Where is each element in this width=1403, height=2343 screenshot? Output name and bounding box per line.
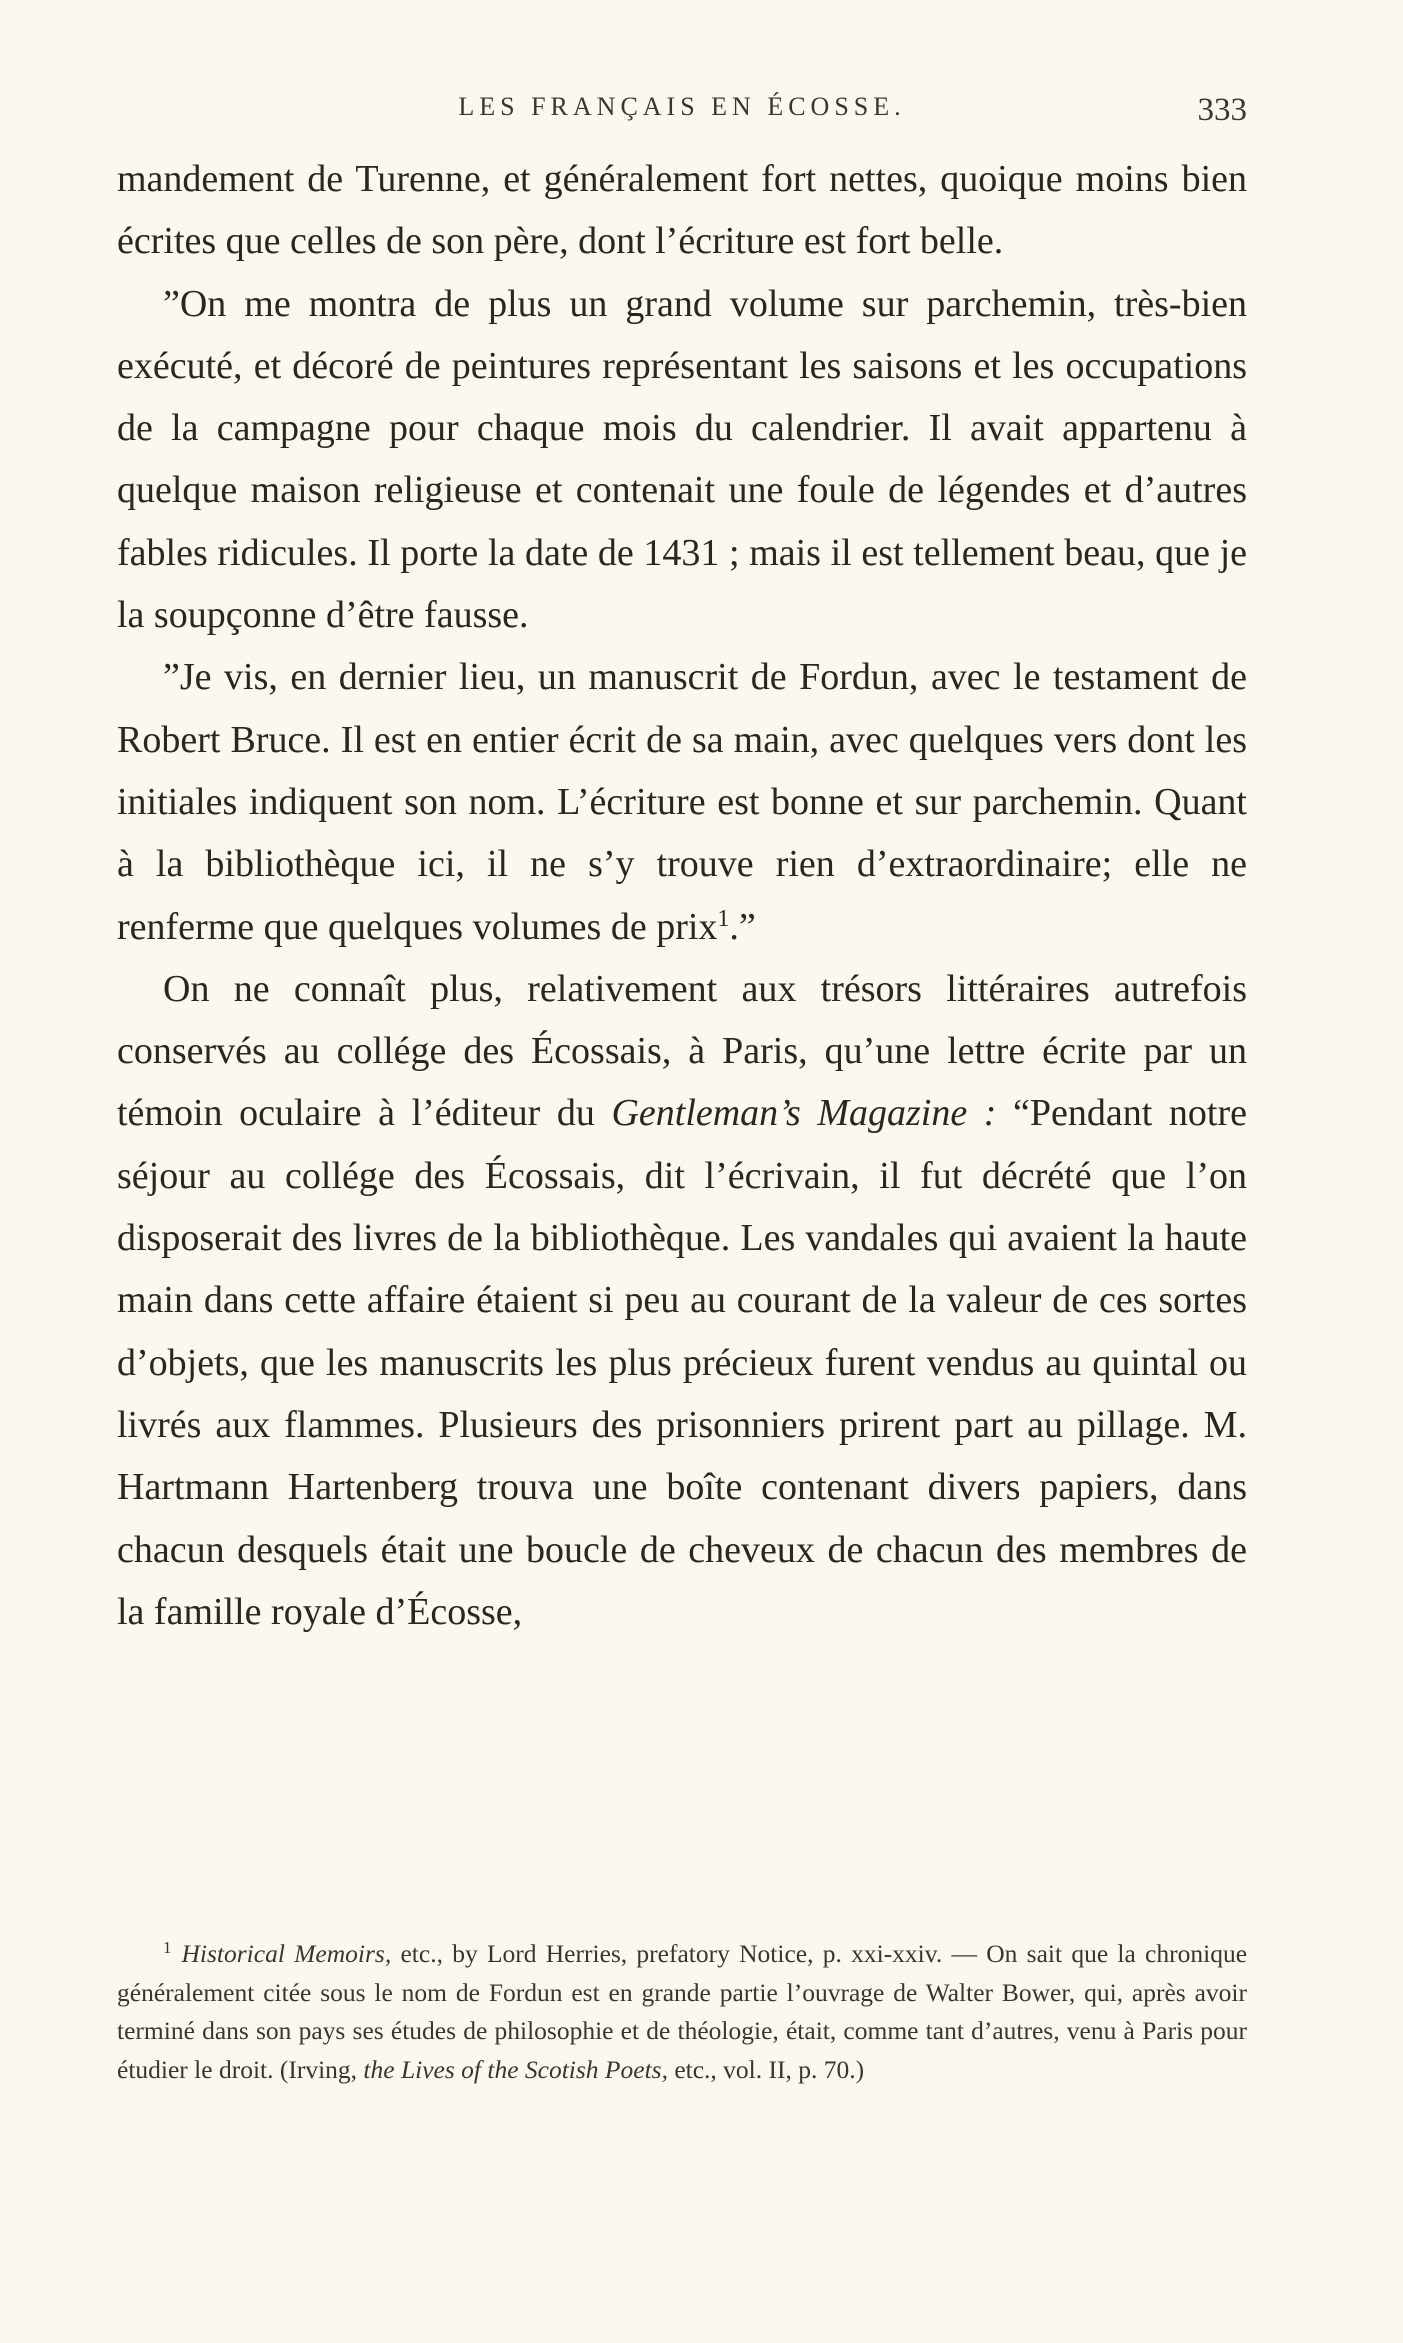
- paragraph-3-end: .”: [729, 905, 756, 948]
- footnote-reference: 1: [717, 905, 730, 932]
- magazine-title: Gentleman’s Magazine :: [611, 1092, 997, 1135]
- paragraph-2: ”On me montra de plus un grand volume sur parchemin, très-bien exécuté, et décoré de peintures représentant les saisons et les occupations de la campagne pour chaque mois du calendrier. Il avait appartenu à quelque maison religieuse et contenait une foule de légendes et d’autres fables ridicules. Il porte la date de 1431 ; mais il est tellement beau, que je la soupçonne d’être fausse.: [117, 282, 1247, 637]
- running-head: [117, 92, 1247, 132]
- body-text: [117, 148, 1247, 1643]
- paragraph-4-text-b: “Pendant notre séjour au collége des Écossais, dit l’écrivain, il fut décrété que l’on disposerait des livres de la bibliothèque. Les vandales qui avaient la haute main dans cette affaire étaient si peu au courant de la valeur de ces sortes d’objets, que les manuscrits les plus précieux furent vendus au quintal ou livrés aux flammes. Plusieurs des prisonniers prirent part au pillage. M. Hartmann Hartenberg trouva une boîte contenant divers papiers, dans chacun desquels était une boucle de cheveux de chacun des membres de la famille royale d’Écosse,: [117, 1092, 1247, 1633]
- footnote-text-1: etc., by Lord Herries, prefatory Notice, p. xxi-xxiv. — On sait que la chronique généralement citée sous le nom de Fordun est en grande partie l’ouvrage de Walter Bower, qui, après avoir terminé dans son pays ses études de philosophie et de théologie, était, comme tant d’autres, venu à Paris pour étudier le droit. (Irving,: [117, 1939, 1248, 2084]
- paragraph-3: [117, 646, 1247, 957]
- paragraph-4: [117, 958, 1247, 1643]
- footnote-1: [117, 1935, 1247, 2089]
- footnote-italic-1: Historical Memoirs,: [181, 1939, 392, 1968]
- paragraph-3-text: ”Je vis, en dernier lieu, un manuscrit de Fordun, avec le testament de Robert Bruce. Il est en entier écrit de sa main, avec quelques vers dont les initiales indiquent son nom. L’écriture est bonne et sur parchemin. Quant à la bibliothèque ici, il ne s’y trouve rien d’extraordinaire; elle ne renferme que quelques volumes de prix: [117, 656, 1247, 948]
- page-number: 333: [1197, 92, 1247, 128]
- paragraph-4-text-a: On ne connaît plus, relativement aux trésors littéraires autrefois conservés au collége des Écossais, à Paris, qu’une lettre écrite par un témoin oculaire à l’éditeur du: [117, 967, 1247, 1135]
- footnotes: [117, 1935, 1247, 2089]
- running-title: LES FRANÇAIS EN ÉCOSSE.: [458, 92, 906, 121]
- footnote-text-2: etc., vol. II, p. 70.): [667, 2054, 865, 2084]
- paragraph-1: mandement de Turenne, et généralement fort nettes, quoique moins bien écrites que celles de son père, dont l’écriture est fort belle.: [117, 158, 1247, 263]
- footnote-mark: 1: [163, 1938, 172, 1957]
- footnote-italic-2: the Lives of the Scotish Poets,: [363, 2054, 668, 2084]
